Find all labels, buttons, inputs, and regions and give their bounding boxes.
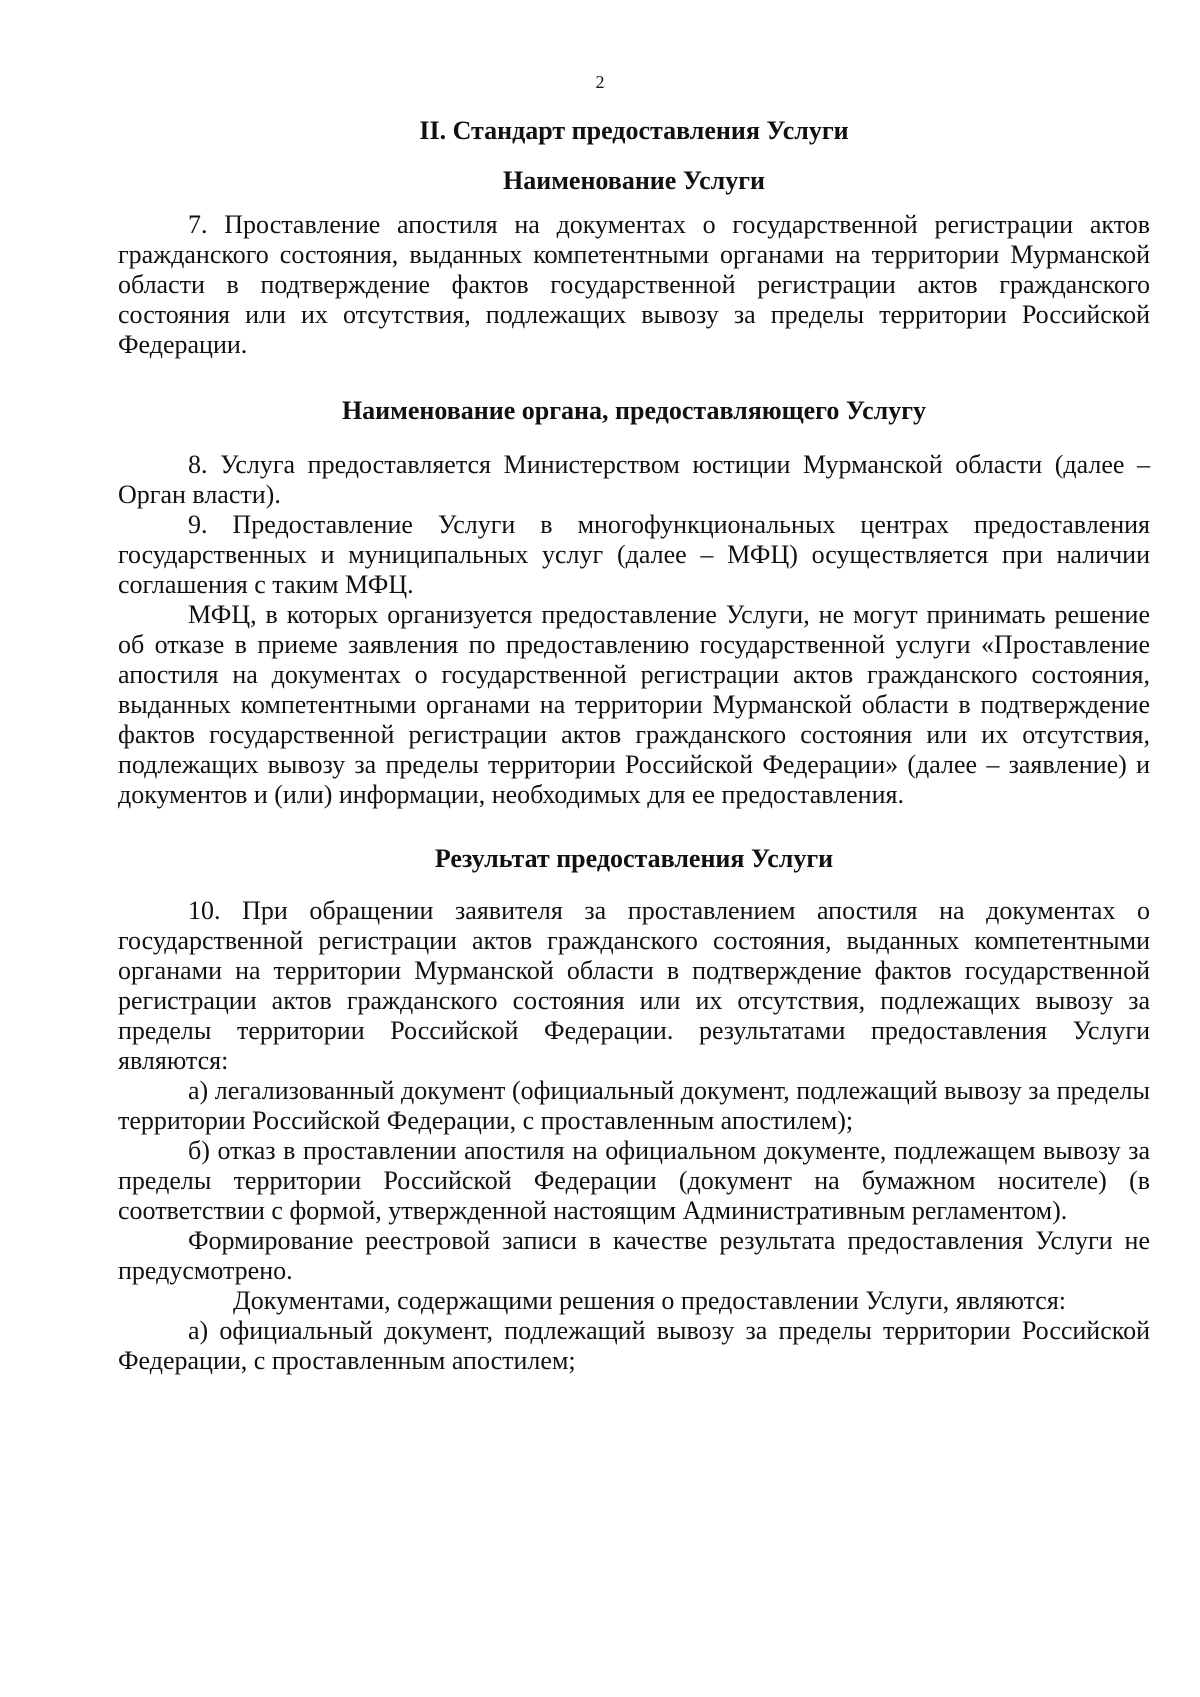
paragraph-10-b: б) отказ в проставлении апостиля на официальном документе, подлежащем вывозу за пределы территории Российской Федерации (документ на бумажном носителе) (в соответствии с формой, утвержденной настоящим Административным регламентом).: [118, 1136, 1150, 1225]
paragraph-registry: Формирование реестровой записи в качестве результата предоставления Услуги не предусмотрено.: [118, 1226, 1150, 1285]
subsection-heading-result: Результат предоставления Услуги: [434, 844, 834, 873]
page-number: 2: [595, 72, 605, 92]
paragraph-decision-docs-a: а) официальный документ, подлежащий вывозу за пределы территории Российской Федерации, с проставленным апостилем;: [118, 1316, 1150, 1375]
page-content: [118, 116, 1150, 1376]
paragraph-9: 9. Предоставление Услуги в многофункциональных центрах предоставления государственных и муниципальных услуг (далее – МФЦ) осуществляется при наличии соглашения с таким МФЦ.: [118, 510, 1150, 599]
paragraph-mfc: МФЦ, в которых организуется предоставление Услуги, не могут принимать решение об отказе в приеме заявления по предоставлению государственной услуги «Проставление апостиля на документах о государственной регистрации актов гражданского состояния, выданных компетентными органами на территории Мурманской области в подтверждение фактов государственной регистрации актов гражданского состояния или их отсутствия, подлежащих вывозу за пределы территории Российской Федерации» (далее – заявление) и документов и (или) информации, необходимых для ее предоставления.: [118, 600, 1150, 809]
section-title: II. Стандарт предоставления Услуги: [419, 116, 849, 145]
subsection-heading-authority: Наименование органа, предоставляющего Услугу: [341, 396, 927, 425]
paragraph-10: 10. При обращении заявителя за проставлением апостиля на документах о государственной регистрации актов гражданского состояния, выданных компетентными органами на территории Мурманской области в подтверждение фактов государственной регистрации актов гражданского состояния или их отсутствия, подлежащих вывозу за пределы территории Российской Федерации. результатами предоставления Услуги являются:: [118, 896, 1150, 1075]
paragraph-10-a: а) легализованный документ (официальный документ, подлежащий вывозу за пределы территории Российской Федерации, с проставленным апостилем);: [118, 1076, 1150, 1135]
paragraph-8: 8. Услуга предоставляется Министерством юстиции Мурманской области (далее – Орган власти).: [118, 450, 1150, 509]
paragraph-7: 7. Проставление апостиля на документах о государственной регистрации актов гражданского состояния, выданных компетентными органами на территории Мурманской области в подтверждение фактов государственной регистрации актов гражданского состояния или их отсутствия, подлежащих вывозу за пределы территории Российской Федерации.: [118, 210, 1150, 359]
paragraph-decision-docs: Документами, содержащими решения о предоставлении Услуги, являются:: [233, 1286, 1067, 1315]
subsection-heading-name: Наименование Услуги: [502, 166, 766, 195]
